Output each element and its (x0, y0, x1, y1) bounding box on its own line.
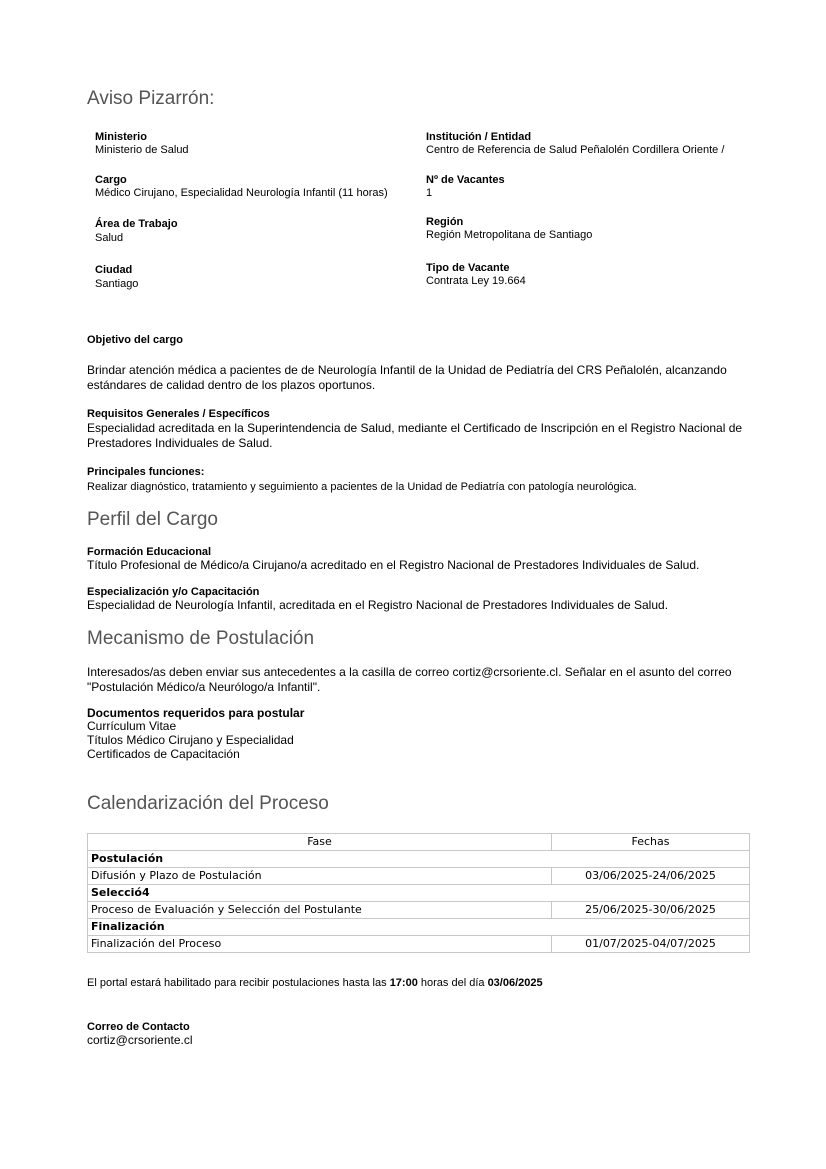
field-label: Cargo (95, 174, 127, 186)
mecanismo-title: Mecanismo de Postulación (87, 628, 315, 649)
field-value: Médico Cirujano, Especialidad Neurología Infantil (11 horas) (95, 187, 388, 199)
field-value: Santiago (95, 278, 139, 290)
field-value: 1 (426, 187, 433, 199)
table-header-row (88, 834, 750, 851)
objetivo-text: Brindar atención médica a pacientes de de Neurología Infantil de la Unidad de Pediatría del CRS Peñalolén, alcanzando estándares de calidad dentro de los plazos oportunos. (87, 363, 727, 392)
funciones-text: Realizar diagnóstico, tratamiento y seguimiento a pacientes de la Unidad de Pediatría con patología neurológica. (87, 481, 637, 493)
objetivo-label: Objetivo del cargo (87, 334, 183, 346)
column-header-fase: Fase (88, 834, 552, 851)
field-ministerio (95, 131, 415, 157)
field-institucion (426, 131, 766, 157)
field-label: Ciudad (95, 264, 133, 276)
mecanismo-text: Interesados/as deben enviar sus antecedentes a la casilla de correo cortiz@crsoriente.cl. Señalar en el asunto del correo "Postulación Médico/a Neurólogo/a Infantil". (87, 665, 732, 694)
list-item: Títulos Médico Cirujano y Especialidad (87, 733, 294, 747)
contacto-label: Correo de Contacto (87, 1021, 190, 1033)
docs-list (87, 719, 487, 761)
calendario-title: Calendarización del Proceso (87, 793, 329, 814)
table-row (88, 868, 750, 885)
table-row (88, 902, 750, 919)
field-region (426, 216, 746, 242)
field-label: Institución / Entidad (426, 131, 532, 143)
calendario-table (87, 833, 750, 953)
especializacion-label: Especialización y/o Capacitación (87, 586, 260, 598)
portal-date: 03/06/2025 (487, 977, 543, 989)
table-group-row (88, 885, 750, 902)
portal-notice (87, 976, 787, 990)
fase-cell: Proceso de Evaluación y Selección del Postulante (88, 902, 552, 919)
field-value: Ministerio de Salud (95, 144, 189, 156)
field-tipo (426, 262, 746, 288)
column-header-fechas: Fechas (552, 834, 750, 851)
formacion-label: Formación Educacional (87, 546, 212, 558)
portal-middle: horas del día (420, 977, 485, 989)
field-cargo (95, 174, 415, 200)
fase-cell: Difusión y Plazo de Postulación (88, 868, 552, 885)
field-vacantes (426, 174, 746, 200)
formacion-text: Título Profesional de Médico/a Cirujano/a acreditado en el Registro Nacional de Prestadores Individuales de Salud. (87, 558, 700, 572)
requisitos-text: Especialidad acreditada en la Superintendencia de Salud, mediante el Certificado de Inscripción en el Registro Nacional de Prestadores Individuales de Salud. (87, 421, 743, 450)
requisitos-label: Requisitos Generales / Específicos (87, 408, 270, 420)
page-title: Aviso Pizarrón: (87, 88, 215, 109)
fase-cell: Finalización del Proceso (88, 936, 552, 953)
field-value: Centro de Referencia de Salud Peñalolén Cordillera Oriente / (426, 144, 725, 156)
docs-label: Documentos requeridos para postular (87, 706, 305, 720)
field-value: Contrata Ley 19.664 (426, 275, 526, 287)
table-group-row (88, 919, 750, 936)
fechas-cell: 01/07/2025-04/07/2025 (552, 936, 750, 953)
portal-prefix: El portal estará habilitado para recibir postulaciones hasta las (87, 977, 387, 989)
field-label: Nº de Vacantes (426, 174, 505, 186)
field-ciudad (95, 264, 415, 291)
list-item: Certificados de Capacitación (87, 747, 240, 761)
field-label: Región (426, 216, 464, 228)
list-item: Currículum Vitae (87, 719, 177, 733)
contacto-email: cortiz@crsoriente.cl (87, 1033, 193, 1047)
portal-hour: 17:00 (389, 977, 418, 989)
fechas-cell: 03/06/2025-24/06/2025 (552, 868, 750, 885)
funciones-label: Principales funciones: (87, 466, 205, 478)
field-label: Área de Trabajo (95, 218, 178, 230)
group-name: Selecció4 (88, 885, 750, 902)
field-value: Salud (95, 232, 124, 244)
field-value: Región Metropolitana de Santiago (426, 229, 593, 241)
table-group-row (88, 851, 750, 868)
group-name: Postulación (88, 851, 750, 868)
table-row (88, 936, 750, 953)
field-label: Ministerio (95, 131, 147, 143)
especializacion-text: Especialidad de Neurología Infantil, acreditada en el Registro Nacional de Prestadores Individuales de Salud. (87, 598, 669, 612)
field-area (95, 218, 415, 245)
perfil-title: Perfil del Cargo (87, 509, 218, 530)
group-name: Finalización (88, 919, 750, 936)
field-label: Tipo de Vacante (426, 262, 510, 274)
fechas-cell: 25/06/2025-30/06/2025 (552, 902, 750, 919)
